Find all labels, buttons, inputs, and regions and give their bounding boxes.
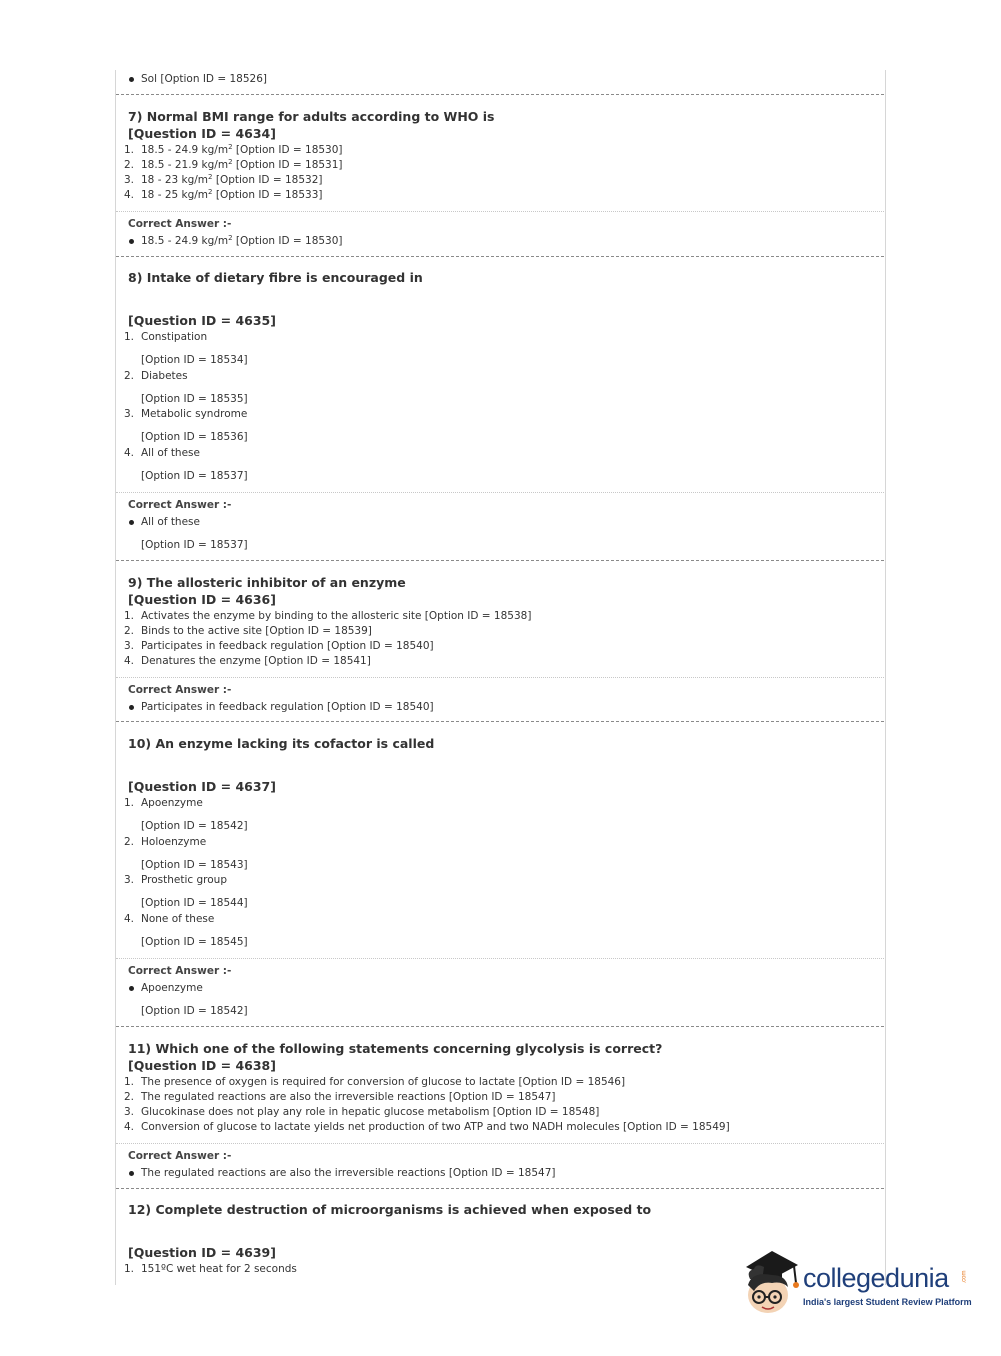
option-id: [Option ID = 18537] [141, 470, 248, 482]
question-id: [Question ID = 4638] [128, 1058, 276, 1073]
question-title: 11) Which one of the following statements concerning glycolysis is correct? [128, 1041, 663, 1056]
question-id: [Question ID = 4636] [128, 592, 276, 607]
question-id: [Question ID = 4635] [128, 313, 276, 328]
section-divider [116, 94, 884, 95]
correct-answer-label: Correct Answer :- [128, 965, 232, 977]
answer-divider [116, 677, 884, 678]
option-number: 2. [124, 836, 135, 848]
section-divider [116, 1188, 884, 1189]
option-number: 1. [124, 1263, 135, 1275]
option-number: 2. [124, 159, 135, 171]
question-id: [Question ID = 4637] [128, 779, 276, 794]
bullet [129, 1171, 134, 1176]
option-number: 2. [124, 370, 135, 382]
answer-option-text: 18.5 - 24.9 $kg/m^2$ [Option ID = 18530] [141, 234, 343, 247]
bullet [129, 986, 134, 991]
correct-answer-label: Correct Answer :- [128, 218, 232, 230]
option-number: 3. [124, 640, 135, 652]
option-number: 2. [124, 1091, 135, 1103]
correct-answer-label: Correct Answer :- [128, 1150, 232, 1162]
option-text: The regulated reactions are also the irreversible reactions [Option ID = 18547] [141, 1091, 556, 1103]
option-number: 4. [124, 655, 135, 667]
answer-option-text: Apoenzyme [141, 982, 203, 994]
collegedunia-logo [742, 1249, 802, 1319]
option-id: [Option ID = 18543] [141, 859, 248, 871]
answer-option-text: All of these [141, 516, 200, 528]
option-text: 18.5 - 24.9 $kg/m^2$ [Option ID = 18530] [141, 143, 343, 156]
option-text: Denatures the enzyme [Option ID = 18541] [141, 655, 371, 667]
option-id: [Option ID = 18535] [141, 393, 248, 405]
option-text: All of these [141, 447, 200, 459]
option-text: The presence of oxygen is required for conversion of glucose to lactate [Option ID = 18546] [141, 1076, 626, 1088]
option-number: 3. [124, 174, 135, 186]
option-id: [Option ID = 18534] [141, 354, 248, 366]
option-text: Diabetes [141, 370, 188, 382]
logo-wordmark: collegedunia [803, 1263, 949, 1293]
option-text: 151ºC wet heat for 2 seconds [141, 1263, 297, 1275]
option-number: 1. [124, 331, 135, 343]
option-number: 3. [124, 408, 135, 420]
option-text: Holoenzyme [141, 836, 207, 848]
option-number: 1. [124, 610, 135, 622]
option-number: 1. [124, 1076, 135, 1088]
logo-com: .com [961, 1270, 968, 1284]
option-text: Constipation [141, 331, 208, 343]
option-id: [Option ID = 18544] [141, 897, 248, 909]
option-text: None of these [141, 913, 215, 925]
option-text: 18 - 23 $kg/m^2$ [Option ID = 18532] [141, 173, 323, 186]
logo-tagline: India's largest Student Review Platform [803, 1297, 972, 1307]
answer-option-text: Sol [Option ID = 18526] [141, 73, 267, 85]
option-number: 4. [124, 189, 135, 201]
answer-option-text: Participates in feedback regulation [Option ID = 18540] [141, 701, 434, 713]
option-number: 4. [124, 1121, 135, 1133]
correct-answer-label: Correct Answer :- [128, 499, 232, 511]
bullet [129, 705, 134, 710]
option-number: 2. [124, 625, 135, 637]
answer-option-id: [Option ID = 18537] [141, 539, 248, 551]
option-text: 18 - 25 $kg/m^2$ [Option ID = 18533] [141, 188, 323, 201]
option-number: 3. [124, 874, 135, 886]
question-id: [Question ID = 4634] [128, 126, 276, 141]
answer-option-text: The regulated reactions are also the irreversible reactions [Option ID = 18547] [141, 1167, 556, 1179]
section-divider [116, 256, 884, 257]
answer-option-id: [Option ID = 18542] [141, 1005, 248, 1017]
option-text: Metabolic syndrome [141, 408, 248, 420]
correct-answer-label: Correct Answer :- [128, 684, 232, 696]
question-title: 12) Complete destruction of microorganisms is achieved when exposed to [128, 1202, 652, 1217]
option-number: 1. [124, 797, 135, 809]
question-title: 7) Normal BMI range for adults according to WHO is [128, 109, 495, 124]
option-text: Binds to the active site [Option ID = 18539] [141, 625, 372, 637]
answer-divider [116, 211, 884, 212]
answer-divider [116, 492, 884, 493]
option-text: Participates in feedback regulation [Option ID = 18540] [141, 640, 434, 652]
section-divider [116, 1026, 884, 1027]
question-title: 8) Intake of dietary fibre is encouraged in [128, 270, 423, 285]
option-id: [Option ID = 18536] [141, 431, 248, 443]
question-title: 9) The allosteric inhibitor of an enzyme [128, 575, 406, 590]
option-id: [Option ID = 18545] [141, 936, 248, 948]
option-text: Conversion of glucose to lactate yields net production of two ATP and two NADH molecules [Option ID = 18549] [141, 1121, 730, 1133]
option-text: Activates the enzyme by binding to the allosteric site [Option ID = 18538] [141, 610, 532, 622]
option-text: Glucokinase does not play any role in hepatic glucose metabolism [Option ID = 18548] [141, 1106, 600, 1118]
question-id: [Question ID = 4639] [128, 1245, 276, 1260]
section-divider [116, 721, 884, 722]
option-number: 4. [124, 447, 135, 459]
option-number: 4. [124, 913, 135, 925]
answer-divider [116, 958, 884, 959]
section-divider [116, 560, 884, 561]
answer-divider [116, 1143, 884, 1144]
bullet [129, 239, 134, 244]
option-text: Apoenzyme [141, 797, 203, 809]
mascot-icon [746, 1251, 799, 1313]
option-id: [Option ID = 18542] [141, 820, 248, 832]
option-text: Prosthetic group [141, 874, 227, 886]
option-number: 1. [124, 144, 135, 156]
bullet [129, 520, 134, 525]
option-text: 18.5 - 21.9 $kg/m^2$ [Option ID = 18531] [141, 158, 343, 171]
question-title: 10) An enzyme lacking its cofactor is called [128, 736, 435, 751]
bullet [129, 77, 134, 82]
option-number: 3. [124, 1106, 135, 1118]
